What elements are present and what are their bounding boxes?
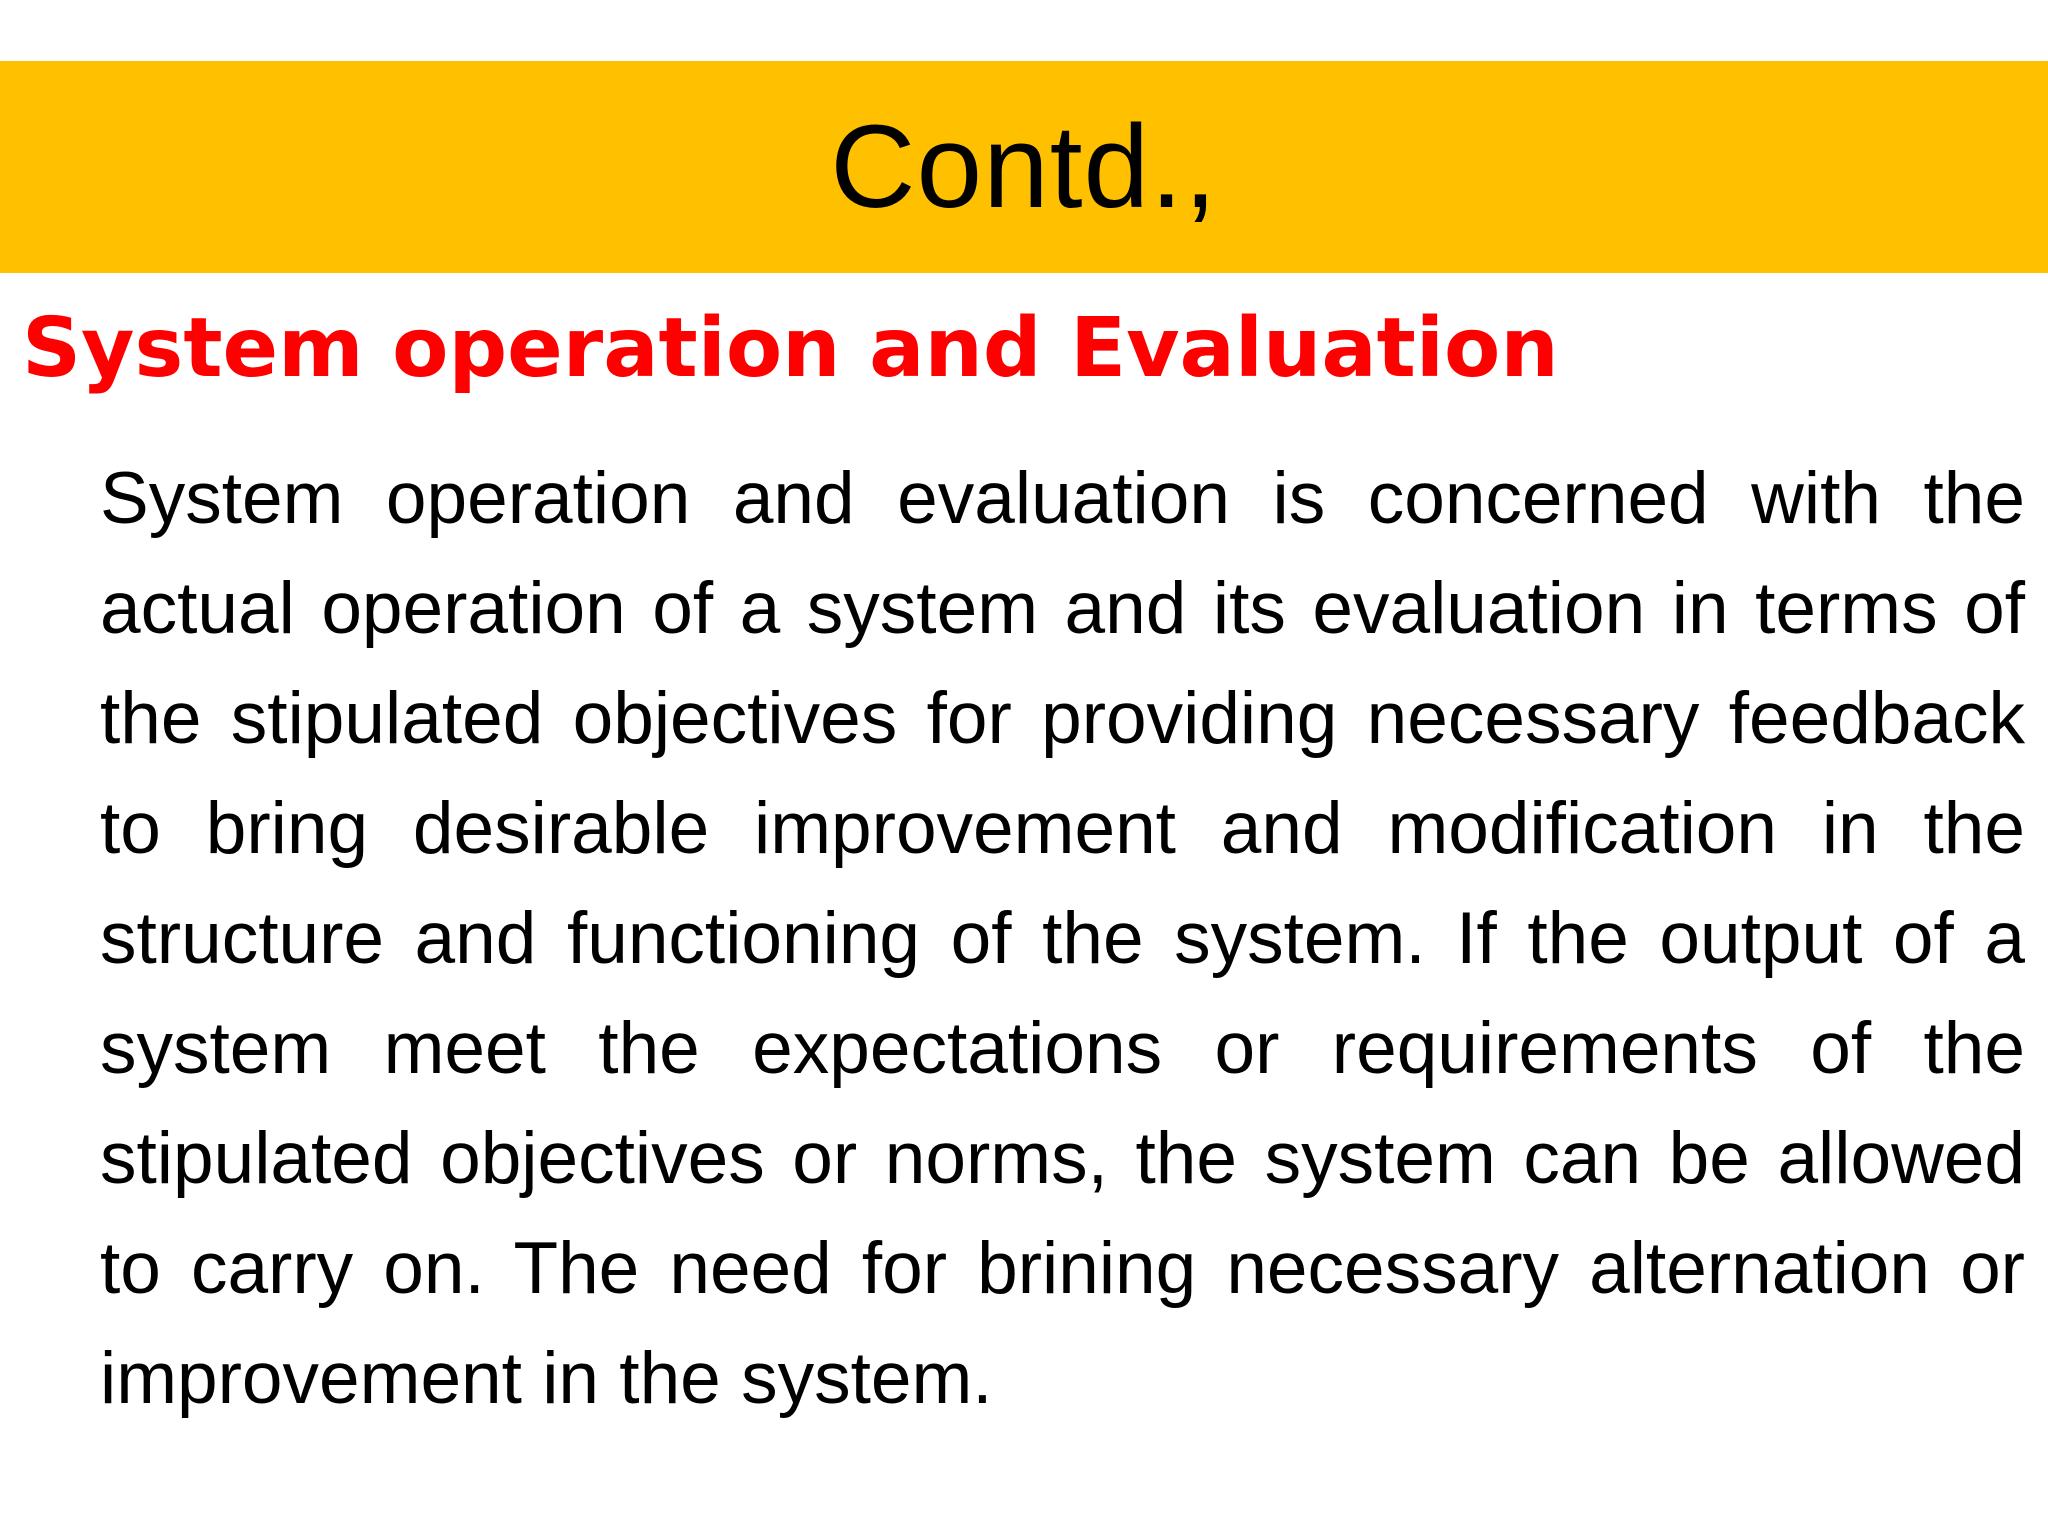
slide-title: Contd., (830, 101, 1218, 233)
section-heading: System operation and Evaluation (22, 301, 1559, 396)
body-paragraph: System operation and evaluation is concerned with the actual operation of a system and its evaluation in terms of the stipulated objectives for providing necessary feedback to bring desirable improvement and modification in the structure and functioning of the system. If the output of a system meet the expectations or requirements of the stipulated objectives or norms, the system can be allowed to carry on. The need for brining necessary alternation or improvement in the system. (100, 458, 2025, 1419)
title-bar (0, 61, 2048, 273)
